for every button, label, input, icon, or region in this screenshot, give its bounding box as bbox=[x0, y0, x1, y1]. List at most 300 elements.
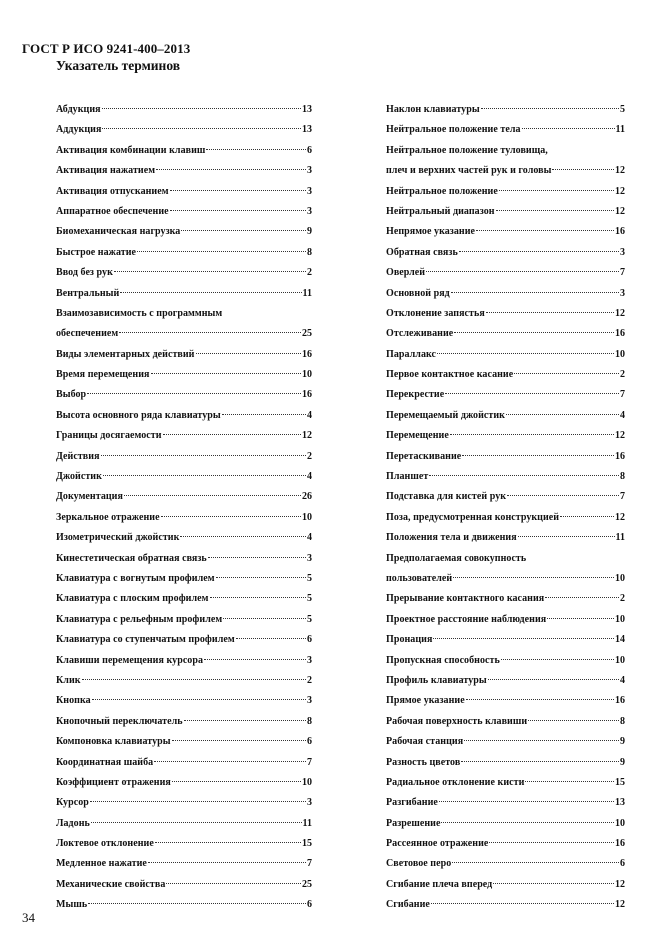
index-entry bbox=[56, 589, 312, 609]
dot-leader bbox=[545, 597, 619, 598]
dot-leader bbox=[488, 679, 619, 680]
index-term: Световое перо bbox=[386, 858, 452, 870]
dot-leader bbox=[155, 842, 301, 843]
index-entry bbox=[386, 222, 625, 242]
page-number: 34 bbox=[22, 910, 35, 925]
document-header: ГОСТ Р ИСО 9241-400–2013 bbox=[22, 41, 191, 56]
index-entry bbox=[56, 100, 312, 120]
dot-leader bbox=[172, 740, 306, 741]
index-term: Активация комбинации клавиш bbox=[56, 144, 206, 156]
index-entry bbox=[386, 589, 625, 609]
index-page-ref: 4 bbox=[307, 471, 312, 483]
index-term: Первое контактное касание bbox=[386, 369, 514, 381]
index-page-ref: 13 bbox=[302, 124, 312, 136]
index-entry bbox=[386, 141, 625, 161]
dot-leader bbox=[137, 251, 306, 252]
index-page-ref: 14 bbox=[615, 634, 625, 646]
index-entry bbox=[56, 120, 312, 140]
index-term: Ввод без рук bbox=[56, 267, 113, 279]
dot-leader bbox=[163, 434, 301, 435]
dot-leader bbox=[223, 618, 306, 619]
index-page-ref: 5 bbox=[620, 104, 625, 115]
dot-leader bbox=[148, 862, 306, 863]
dot-leader bbox=[525, 781, 614, 782]
index-entry bbox=[386, 202, 625, 222]
index-page-ref: 8 bbox=[307, 246, 312, 258]
dot-leader bbox=[552, 169, 614, 170]
index-page-ref: 10 bbox=[302, 511, 312, 523]
index-entry bbox=[56, 814, 312, 834]
index-entry bbox=[56, 385, 312, 405]
index-entry bbox=[56, 834, 312, 854]
index-entry bbox=[386, 385, 625, 405]
index-entry bbox=[386, 243, 625, 263]
index-term: Обратная связь bbox=[386, 246, 458, 258]
index-term: Профиль клавиатуры bbox=[386, 674, 487, 686]
index-entry bbox=[56, 753, 312, 773]
index-page-ref: 16 bbox=[615, 328, 625, 340]
index-entry bbox=[386, 508, 625, 528]
index-term: Клавиатура со ступенчатым профилем bbox=[56, 634, 235, 646]
dot-leader bbox=[206, 149, 306, 150]
index-term: Параллакс bbox=[386, 348, 437, 360]
index-entry bbox=[56, 447, 312, 467]
index-term: Кнопка bbox=[56, 695, 91, 707]
index-term: Компоновка клавиатуры bbox=[56, 736, 171, 748]
index-page-ref: 3 bbox=[307, 695, 312, 707]
index-page-ref: 16 bbox=[615, 838, 625, 850]
index-term: Кинестетическая обратная связь bbox=[56, 552, 207, 564]
index-page-ref: 2 bbox=[307, 674, 312, 686]
index-entry bbox=[386, 630, 625, 650]
index-page-ref: 5 bbox=[307, 613, 312, 625]
index-page-ref: 11 bbox=[615, 532, 625, 544]
index-term: Аддукция bbox=[56, 124, 102, 136]
index-entry bbox=[56, 712, 312, 732]
index-page-ref: 12 bbox=[615, 307, 625, 319]
index-column-right bbox=[386, 100, 625, 916]
index-page-ref: 6 bbox=[307, 899, 312, 911]
index-page-ref: 4 bbox=[307, 409, 312, 421]
index-page-ref: 3 bbox=[307, 654, 312, 666]
index-page-ref: 10 bbox=[615, 817, 625, 829]
index-page-ref: 9 bbox=[620, 736, 625, 748]
index-term: Предполагаемая совокупность bbox=[386, 552, 527, 564]
dot-leader bbox=[476, 230, 614, 231]
dot-leader bbox=[154, 761, 306, 762]
index-term: Радиальное отклонение кисти bbox=[386, 776, 525, 788]
dot-leader bbox=[486, 312, 614, 313]
dot-leader bbox=[499, 190, 614, 191]
index-term: Ладонь bbox=[56, 817, 90, 829]
index-term: Клавиатура с плоским профилем bbox=[56, 593, 209, 605]
index-term: обеспечением bbox=[56, 328, 119, 340]
index-page-ref: 4 bbox=[620, 674, 625, 686]
index-page-ref: 10 bbox=[615, 613, 625, 625]
index-page-ref: 2 bbox=[307, 450, 312, 462]
index-page-ref: 26 bbox=[302, 491, 312, 503]
dot-leader bbox=[451, 292, 619, 293]
index-title: Указатель терминов bbox=[56, 58, 181, 73]
dot-leader bbox=[204, 659, 306, 660]
index-term: Разрешение bbox=[386, 817, 441, 829]
index-page-ref: 12 bbox=[615, 899, 625, 911]
dot-leader bbox=[560, 516, 614, 517]
index-entry bbox=[386, 284, 625, 304]
index-term: Оверлей bbox=[386, 267, 426, 279]
index-page-ref: 9 bbox=[307, 226, 312, 238]
index-term: Границы досягаемости bbox=[56, 430, 162, 442]
index-term: Планшет bbox=[386, 471, 429, 483]
index-entry bbox=[56, 508, 312, 528]
index-page-ref: 25 bbox=[302, 878, 312, 890]
index-page-ref: 11 bbox=[302, 287, 312, 299]
index-entry bbox=[56, 610, 312, 630]
index-entry bbox=[56, 467, 312, 487]
index-entry bbox=[386, 263, 625, 283]
dot-leader bbox=[196, 353, 302, 354]
index-page-ref: 3 bbox=[307, 165, 312, 177]
dot-leader bbox=[547, 618, 614, 619]
dot-leader bbox=[222, 414, 306, 415]
index-term: Быстрое нажатие bbox=[56, 246, 137, 258]
index-term: Подставка для кистей рук bbox=[386, 491, 507, 503]
index-term: Выбор bbox=[56, 389, 87, 401]
index-entry bbox=[386, 814, 625, 834]
index-entry bbox=[386, 182, 625, 202]
dot-leader bbox=[88, 903, 306, 904]
index-entry bbox=[56, 141, 312, 161]
dot-leader bbox=[87, 393, 301, 394]
dot-leader bbox=[514, 373, 619, 374]
index-page-ref: 10 bbox=[302, 776, 312, 788]
index-term: Клавиатура с вогнутым профилем bbox=[56, 572, 215, 584]
index-entry bbox=[386, 467, 625, 487]
index-page-ref: 3 bbox=[307, 797, 312, 809]
dot-leader bbox=[433, 638, 614, 639]
index-page-ref: 4 bbox=[620, 409, 625, 421]
index-entry bbox=[56, 161, 312, 181]
index-page-ref: 7 bbox=[620, 491, 625, 503]
index-term: Наклон клавиатуры bbox=[386, 104, 480, 115]
index-term: пользователей bbox=[386, 572, 453, 584]
dot-leader bbox=[102, 128, 301, 129]
index-term: Клик bbox=[56, 674, 81, 686]
index-entry bbox=[56, 222, 312, 242]
dot-leader bbox=[481, 108, 619, 109]
index-entry bbox=[56, 854, 312, 874]
index-page-ref: 9 bbox=[620, 756, 625, 768]
dot-leader bbox=[528, 720, 619, 721]
index-term: Рабочая станция bbox=[386, 736, 464, 748]
index-page-ref: 10 bbox=[615, 348, 625, 360]
dot-leader bbox=[453, 577, 614, 578]
index-entry bbox=[386, 895, 625, 915]
index-entry bbox=[56, 875, 312, 895]
index-entry bbox=[56, 324, 312, 344]
index-term: Непрямое указание bbox=[386, 226, 476, 238]
index-entry bbox=[386, 120, 625, 140]
index-entry bbox=[56, 630, 312, 650]
dot-leader bbox=[445, 393, 619, 394]
dot-leader bbox=[522, 128, 615, 129]
index-term: Виды элементарных действий bbox=[56, 348, 195, 360]
index-entry bbox=[56, 365, 312, 385]
index-page-ref: 3 bbox=[620, 246, 625, 258]
index-entry bbox=[386, 365, 625, 385]
dot-leader bbox=[180, 536, 306, 537]
index-entry bbox=[56, 793, 312, 813]
index-entry bbox=[386, 161, 625, 181]
index-term: Время перемещения bbox=[56, 369, 150, 381]
index-term: Курсор bbox=[56, 797, 89, 809]
index-entry bbox=[56, 284, 312, 304]
dot-leader bbox=[518, 536, 615, 537]
index-term: Коэффициент отражения bbox=[56, 776, 171, 788]
dot-leader bbox=[166, 883, 301, 884]
dot-leader bbox=[431, 903, 614, 904]
index-page-ref: 12 bbox=[615, 185, 625, 197]
index-entry bbox=[56, 549, 312, 569]
index-term: Сгибание плеча вперед bbox=[386, 878, 493, 890]
index-term: Джойстик bbox=[56, 471, 102, 483]
index-page-ref: 7 bbox=[620, 267, 625, 279]
dot-leader bbox=[489, 842, 614, 843]
dot-leader bbox=[437, 353, 614, 354]
index-term: Перемещаемый джойстик bbox=[386, 409, 505, 421]
index-term: Перекрестие bbox=[386, 389, 445, 401]
index-entry bbox=[56, 243, 312, 263]
index-page-ref: 16 bbox=[302, 389, 312, 401]
dot-leader bbox=[161, 516, 301, 517]
index-term: Разгибание bbox=[386, 797, 438, 809]
dot-leader bbox=[210, 597, 306, 598]
index-entry bbox=[386, 773, 625, 793]
index-page-ref: 16 bbox=[302, 348, 312, 360]
dot-leader bbox=[462, 455, 614, 456]
index-term: Положения тела и движения bbox=[386, 532, 517, 544]
index-page-ref: 5 bbox=[307, 572, 312, 584]
index-term: Механические свойства bbox=[56, 878, 166, 890]
index-term: Биомеханическая нагрузка bbox=[56, 226, 181, 238]
index-entry bbox=[56, 569, 312, 589]
index-term: Сгибание bbox=[386, 899, 430, 911]
index-entry bbox=[56, 691, 312, 711]
index-page-ref: 8 bbox=[620, 715, 625, 727]
index-entry bbox=[386, 834, 625, 854]
index-page-ref: 7 bbox=[307, 858, 312, 870]
index-page-ref: 15 bbox=[615, 776, 625, 788]
index-page-ref: 16 bbox=[615, 450, 625, 462]
index-term: Мышь bbox=[56, 899, 88, 911]
index-page-ref: 2 bbox=[620, 593, 625, 605]
index-term: Основной ряд bbox=[386, 287, 450, 299]
dot-leader bbox=[151, 373, 301, 374]
index-term: Медленное нажатие bbox=[56, 858, 147, 870]
dot-leader bbox=[101, 455, 306, 456]
index-page-ref: 8 bbox=[620, 471, 625, 483]
index-entry bbox=[56, 202, 312, 222]
index-term: Взаимозависимость с программным bbox=[56, 307, 223, 319]
index-page-ref: 3 bbox=[307, 552, 312, 564]
index-page-ref: 16 bbox=[615, 695, 625, 707]
dot-leader bbox=[216, 577, 306, 578]
index-entry bbox=[386, 304, 625, 324]
index-entry bbox=[386, 610, 625, 630]
index-term: Активация отпусканием bbox=[56, 185, 169, 197]
dot-leader bbox=[172, 781, 301, 782]
index-entry bbox=[386, 854, 625, 874]
index-entry bbox=[386, 549, 625, 569]
index-term: Клавиатура с рельефным профилем bbox=[56, 613, 223, 625]
index-entry bbox=[386, 651, 625, 671]
index-page-ref: 3 bbox=[307, 205, 312, 217]
index-term: Нейтральное положение тела bbox=[386, 124, 521, 136]
index-term: Активация нажатием bbox=[56, 165, 156, 177]
dot-leader bbox=[501, 659, 614, 660]
dot-leader bbox=[184, 720, 306, 721]
index-term: Рассеянное отражение bbox=[386, 838, 489, 850]
index-term: Нейтральный диапазон bbox=[386, 205, 495, 217]
index-entry bbox=[386, 447, 625, 467]
index-term: Высота основного ряда клавиатуры bbox=[56, 409, 221, 421]
index-page-ref: 2 bbox=[307, 267, 312, 279]
index-term: Отслеживание bbox=[386, 328, 454, 340]
index-entry bbox=[386, 406, 625, 426]
index-entry bbox=[386, 324, 625, 344]
index-page-ref: 12 bbox=[615, 430, 625, 442]
index-entry bbox=[386, 671, 625, 691]
dot-leader bbox=[90, 801, 306, 802]
dot-leader bbox=[493, 883, 614, 884]
dot-leader bbox=[441, 822, 614, 823]
index-term: Изометрический джойстик bbox=[56, 532, 180, 544]
index-column-left bbox=[56, 100, 312, 916]
index-page-ref: 11 bbox=[615, 124, 625, 136]
index-term: Локтевое отклонение bbox=[56, 838, 154, 850]
index-term: Разность цветов bbox=[386, 756, 461, 768]
index-entry bbox=[386, 875, 625, 895]
dot-leader bbox=[208, 557, 306, 558]
index-term: Клавиши перемещения курсора bbox=[56, 654, 204, 666]
index-entry bbox=[56, 773, 312, 793]
index-term: Перемещение bbox=[386, 430, 449, 442]
dot-leader bbox=[496, 210, 614, 211]
index-entry bbox=[386, 345, 625, 365]
index-entry bbox=[56, 263, 312, 283]
dot-leader bbox=[120, 292, 301, 293]
index-page-ref: 12 bbox=[615, 165, 625, 177]
index-term: Отклонение запястья bbox=[386, 307, 485, 319]
index-entry bbox=[386, 528, 625, 548]
index-page-ref: 6 bbox=[620, 858, 625, 870]
index-entry bbox=[56, 651, 312, 671]
dot-leader bbox=[124, 495, 301, 496]
index-page-ref: 8 bbox=[307, 715, 312, 727]
index-page-ref: 16 bbox=[615, 226, 625, 238]
index-page-ref: 4 bbox=[307, 532, 312, 544]
index-page-ref: 12 bbox=[302, 430, 312, 442]
index-term: Нейтральное положение туловища, bbox=[386, 144, 548, 156]
index-page-ref: 15 bbox=[302, 838, 312, 850]
index-entry bbox=[386, 569, 625, 589]
index-entry bbox=[56, 895, 312, 915]
index-term: Пронация bbox=[386, 634, 433, 646]
index-page-ref: 11 bbox=[302, 817, 312, 829]
index-page-ref: 3 bbox=[620, 287, 625, 299]
index-term: Абдукция bbox=[56, 104, 101, 115]
index-entry bbox=[386, 753, 625, 773]
dot-leader bbox=[181, 230, 306, 231]
index-entry bbox=[386, 100, 625, 120]
dot-leader bbox=[466, 699, 614, 700]
dot-leader bbox=[452, 862, 619, 863]
index-entry bbox=[56, 182, 312, 202]
index-term: Прерывание контактного касания bbox=[386, 593, 545, 605]
index-term: Проектное расстояние наблюдения bbox=[386, 613, 547, 625]
index-entry bbox=[56, 426, 312, 446]
index-page-ref: 10 bbox=[615, 572, 625, 584]
dot-leader bbox=[114, 271, 306, 272]
dot-leader bbox=[454, 332, 614, 333]
index-entry bbox=[386, 793, 625, 813]
index-page-ref: 2 bbox=[620, 369, 625, 381]
index-entry bbox=[386, 691, 625, 711]
index-page-ref: 13 bbox=[302, 104, 312, 115]
index-page-ref: 6 bbox=[307, 736, 312, 748]
dot-leader bbox=[236, 638, 306, 639]
index-entry bbox=[56, 671, 312, 691]
index-entry bbox=[56, 304, 312, 324]
dot-leader bbox=[82, 679, 306, 680]
index-term: Зеркальное отражение bbox=[56, 511, 160, 523]
index-entry bbox=[386, 712, 625, 732]
index-entry bbox=[56, 528, 312, 548]
dot-leader bbox=[170, 210, 306, 211]
dot-leader bbox=[507, 495, 619, 496]
index-term: Аппаратное обеспечение bbox=[56, 205, 169, 217]
index-entry bbox=[56, 487, 312, 507]
index-page-ref: 7 bbox=[620, 389, 625, 401]
dot-leader bbox=[103, 475, 306, 476]
dot-leader bbox=[91, 822, 302, 823]
index-page-ref: 10 bbox=[615, 654, 625, 666]
index-page-ref: 10 bbox=[302, 369, 312, 381]
index-entry bbox=[386, 426, 625, 446]
dot-leader bbox=[461, 761, 619, 762]
index-term: Документация bbox=[56, 491, 123, 503]
index-entry bbox=[386, 732, 625, 752]
dot-leader bbox=[92, 699, 306, 700]
index-entry bbox=[56, 732, 312, 752]
index-entry bbox=[56, 406, 312, 426]
index-term: Кнопочный переключатель bbox=[56, 715, 183, 727]
index-page-ref: 12 bbox=[615, 878, 625, 890]
index-page-ref: 12 bbox=[615, 511, 625, 523]
dot-leader bbox=[426, 271, 619, 272]
index-page-ref: 7 bbox=[307, 756, 312, 768]
dot-leader bbox=[102, 108, 301, 109]
index-page-ref: 12 bbox=[615, 205, 625, 217]
dot-leader bbox=[429, 475, 619, 476]
index-page-ref: 6 bbox=[307, 634, 312, 646]
index-term: Координатная шайба bbox=[56, 756, 154, 768]
index-page-ref: 13 bbox=[615, 797, 625, 809]
dot-leader bbox=[439, 801, 614, 802]
dot-leader bbox=[464, 740, 619, 741]
index-page-ref: 6 bbox=[307, 144, 312, 156]
index-term: Нейтральное положение bbox=[386, 185, 498, 197]
